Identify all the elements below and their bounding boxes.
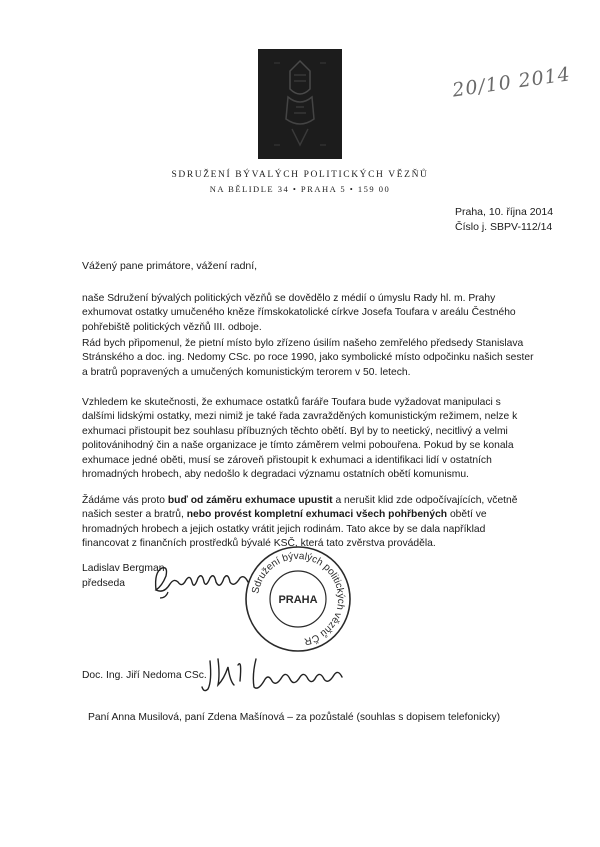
organization-address: NA BĚLIDLE 34 • PRAHA 5 • 159 00 [209, 184, 391, 194]
signer-name: Ladislav Bergman [82, 563, 165, 574]
paragraph-3: Vzhledem ke skutečnosti, že exhumace ostatků faráře Toufara bude vyžadovat manipulaci s dalšími lidskými ostatky, mezi nimiž je také řada zavražděných komunistickým režimem, nelze k exhumaci přistoupit bez souhlasu příbuzných těchto obětí. Byl by to neetický, necitlivý a velmi politovánihodný čin a naše organizace je tímto záměrem velmi pobouřena. Pokud by se konala exhumace jedné oběti, musí se zároveň přistoupit k exhumaci a identifikaci lidí v ostatních hromadných hrobech, aby nedošlo k degradaci významu ostatních obětí komunismu. [82, 397, 518, 481]
signer-role: předseda [82, 578, 125, 589]
paragraph-1: naše Sdružení bývalých politických vězňů se dovědělo z médií o úmyslu Rady hl. m. Prahy exhumovat ostatky umučeného kněze římskokatolické církve Josefa Toufara v areálu Čestného pohřebiště politických vězňů III. odboje. [82, 293, 516, 333]
reference-number: Číslo j. SBPV-112/14 [455, 221, 553, 233]
paragraph-4-text: a nerušit klid zde odpočívajících, včetně našich sester a bratrů, [82, 495, 518, 521]
stamp-ring-text: Sdružení bývalých politických vězňů ČR [250, 550, 347, 647]
signer-2-name: Doc. Ing. Jiří Nedoma CSc. [82, 670, 207, 681]
place-date: Praha, 10. října 2014 [455, 206, 554, 218]
organization-stamp [242, 543, 354, 660]
handwritten-signature-2 [198, 651, 358, 702]
paragraph-4-emphasis: nebo provést kompletní exhumaci všech pohřbených [186, 509, 448, 521]
paragraph-4-text: Žádáme vás proto [82, 495, 168, 506]
paragraph-4-text: obětí ve hromadných hrobech a jejich ostatky vrátit jejich rodinám. Tato akce by se dala například financovat z finančních prostředků bývalé KSČ, která tato zvěrstva prováděla. [82, 509, 487, 550]
organization-emblem [258, 49, 342, 159]
stamp-center-text: PRAHA [278, 594, 318, 606]
handwritten-date: 20/10 2014 [451, 63, 573, 102]
salutation: Vážený pane primátore, vážení radní, [82, 260, 258, 272]
organization-name: SDRUŽENÍ BÝVALÝCH POLITICKÝCH VĚZŇŮ [171, 170, 429, 180]
paragraph-2: Rád bych připomenul, že pietní místo bylo zřízeno úsilím našeho zemřelého předsedy Stanislava Stránského a doc. ing. Nedomy CSc. po roce 1990, jako symbolické místo odpočinku našich sester a bratrů popravených a umučených komunistickým terorem v 50. letech. [82, 338, 534, 378]
relatives-consent-note: Paní Anna Musilová, paní Zdena Mašínová – za pozůstalé (souhlas s dopisem telefonicky) [88, 712, 501, 723]
paragraph-4-emphasis: buď od záměru exhumace upustit [167, 495, 333, 506]
